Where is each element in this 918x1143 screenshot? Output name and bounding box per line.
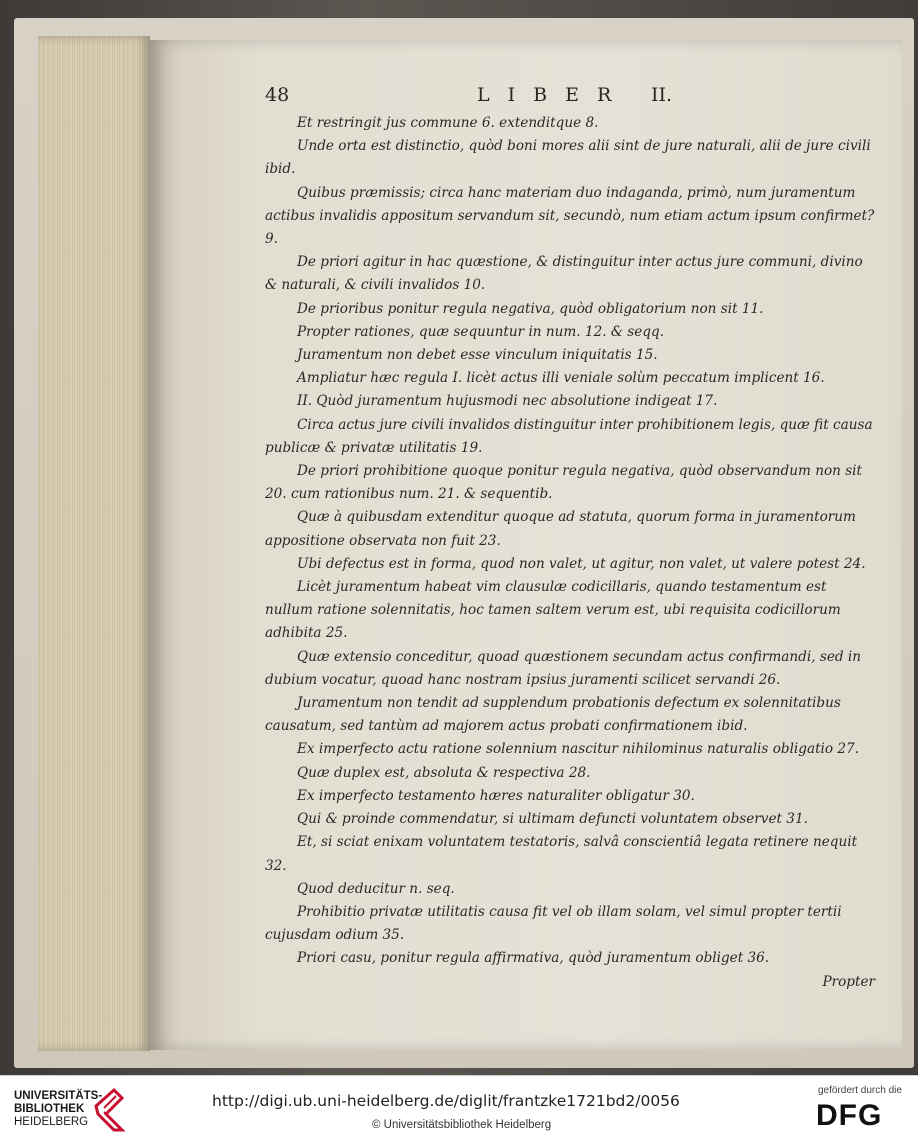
text-line: Juramentum non tendit ad supplendum probationis defectum ex solennitatibus causatum, sed tantùm ad majorem actus probati confirmationem ibid. [265, 695, 841, 735]
library-logo[interactable] [14, 1090, 102, 1129]
library-name-line1: UNIVERSITÄTS- [14, 1090, 103, 1102]
library-name-line3: HEIDELBERG [14, 1116, 89, 1128]
page-edges [38, 36, 150, 1051]
text-line: Juramentum non debet esse vinculum iniquitatis 15. [297, 347, 658, 364]
text-line: Unde orta est distinctio, quòd boni mores alii sint de jure naturali, alii de jure civili ibid. [265, 138, 871, 178]
text-line: De priori prohibitione quoque ponitur regula negativa, quòd observandum non sit 20. cum rationibus num. 21. & sequentib. [265, 463, 862, 503]
page-header [265, 84, 905, 110]
copyright-notice: © Universitätsbibliothek Heidelberg [372, 1119, 552, 1131]
page-text [265, 112, 877, 994]
book-number: II. [651, 84, 673, 106]
dfg-logo[interactable]: DFG [816, 1099, 883, 1132]
text-line: Quibus præmissis; circa hanc materiam duo indaganda, primò, num juramentum actibus invalidis appositum servandum sit, secundò, num etiam actum ipsum confirmet? 9. [265, 184, 875, 248]
running-title: LIBER [477, 84, 630, 106]
text-line: Quæ extensio conceditur, quoad quæstionem secundam actus confirmandi, sed in dubium vocatur, quoad hanc nostram ipsius juramenti scilicet servandi 26. [265, 648, 862, 688]
text-line: Ubi defectus est in forma, quod non valet, ut agitur, non valet, ut valere potest 24. [297, 555, 866, 572]
text-line: Et restringit jus commune 6. extenditque 8. [297, 115, 599, 131]
text-line: Propter rationes, quæ sequuntur in num. 12. & seqq. [297, 323, 665, 340]
text-line: De priori agitur in hac quæstione, & distinguitur inter actus jure communi, divino & naturali, & civili invalidos 10. [265, 254, 863, 294]
permalink-url[interactable]: http://digi.ub.uni-heidelberg.de/diglit/frantzke1721bd2/0056 [212, 1092, 680, 1110]
page-number: 48 [265, 84, 290, 106]
text-line: II. Quòd juramentum hujusmodi nec absolutione indigeat 17. [297, 393, 718, 410]
text-line: Ampliatur hæc regula I. licèt actus illi veniale solùm peccatum implicent 16. [297, 370, 825, 387]
text-line: Prohibitio privatæ utilitatis causa fit vel ob illam solam, vel simul propter tertii cujusdam odium 35. [265, 903, 842, 944]
viewer-footer [0, 1075, 918, 1143]
funded-by-label: gefördert durch die [818, 1085, 902, 1096]
text-line: Priori casu, ponitur regula affirmativa, quòd juramentum obliget 36. [297, 950, 770, 967]
text-line: Quod deducitur n. seq. [297, 880, 455, 897]
text-line: Licèt juramentum habeat vim clausulæ codicillaris, quando testamentum est nullum ratione solennitatis, hoc tamen saltem verum est, ubi requisita codicillorum adhibita 25. [265, 579, 841, 642]
text-line: Et, si sciat enixam voluntatem testatoris, salvâ conscientiâ legata retinere nequit 32. [265, 834, 858, 874]
text-line: Quæ à quibusdam extenditur quoque ad statuta, quorum forma in juramentorum appositione observata non fuit 23. [265, 509, 856, 549]
library-emblem-icon [92, 1086, 126, 1134]
library-name-line2: BIBLIOTHEK [14, 1103, 85, 1115]
text-line: Quæ duplex est, absoluta & respectiva 28. [297, 764, 591, 781]
text-line: Ex imperfecto testamento hæres naturaliter obligatur 30. [297, 787, 695, 804]
text-line: Ex imperfecto actu ratione solennium nascitur nihilominus naturalis obligatio 27. [297, 741, 860, 758]
text-line: Qui & proinde commendatur, si ultimam defuncti voluntatem observet 31. [297, 811, 808, 828]
catchword: Propter [822, 973, 875, 990]
text-line: Circa actus jure civili invalidos distinguitur inter prohibitionem legis, quæ fit causa publicæ & privatæ utilitatis 19. [265, 416, 873, 456]
text-line: De prioribus ponitur regula negativa, quòd obligatorium non sit 11. [297, 300, 764, 317]
